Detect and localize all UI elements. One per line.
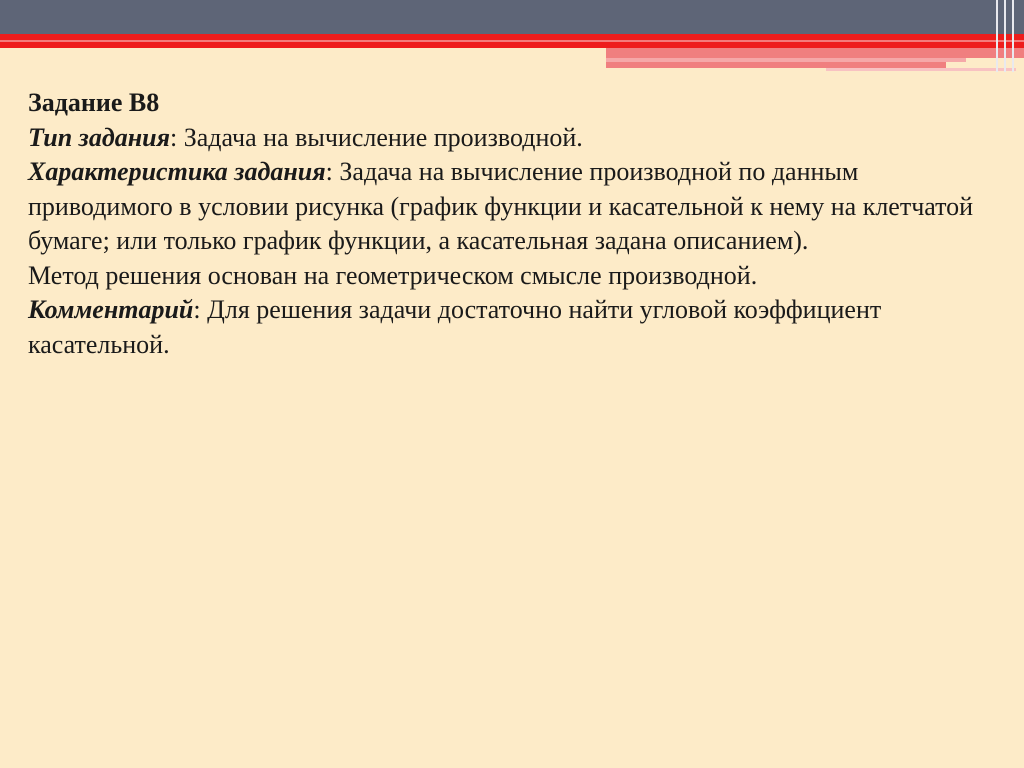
- method-text: Метод решения основан на геометрическом смысле производной.: [28, 260, 758, 290]
- vertical-line: [1004, 0, 1006, 72]
- top-header-bar: [0, 0, 1024, 34]
- task-type-paragraph: [28, 121, 988, 156]
- vertical-line: [996, 0, 998, 72]
- task-characteristic-text: : Задача на вычисление производной по данным приводимого в условии рисунка (график функции и касательной к нему на клетчатой бумаге; или только график функции, а касательная задана описанием).: [28, 157, 974, 255]
- comment-paragraph: [28, 293, 988, 362]
- comment-text: : Для решения задачи достаточно найти угловой коэффициент касательной.: [28, 295, 882, 359]
- title-text: Задание В8: [28, 88, 160, 117]
- task-characteristic-paragraph: [28, 155, 988, 259]
- red-band-highlight: [0, 40, 1024, 42]
- decorative-stripe: [606, 48, 1024, 58]
- decorative-vertical-lines: [992, 0, 1024, 72]
- task-type-text: : Задача на вычисление производной.: [170, 122, 583, 152]
- comment-label: Комментарий: [28, 295, 194, 324]
- decorative-stripe: [826, 68, 1016, 71]
- task-characteristic-label: Характеристика задания: [28, 157, 326, 186]
- task-type-label: Тип задания: [28, 122, 171, 152]
- vertical-line: [1012, 0, 1014, 72]
- slide-content: [28, 86, 988, 362]
- method-paragraph: [28, 259, 988, 294]
- slide-title: [28, 86, 988, 121]
